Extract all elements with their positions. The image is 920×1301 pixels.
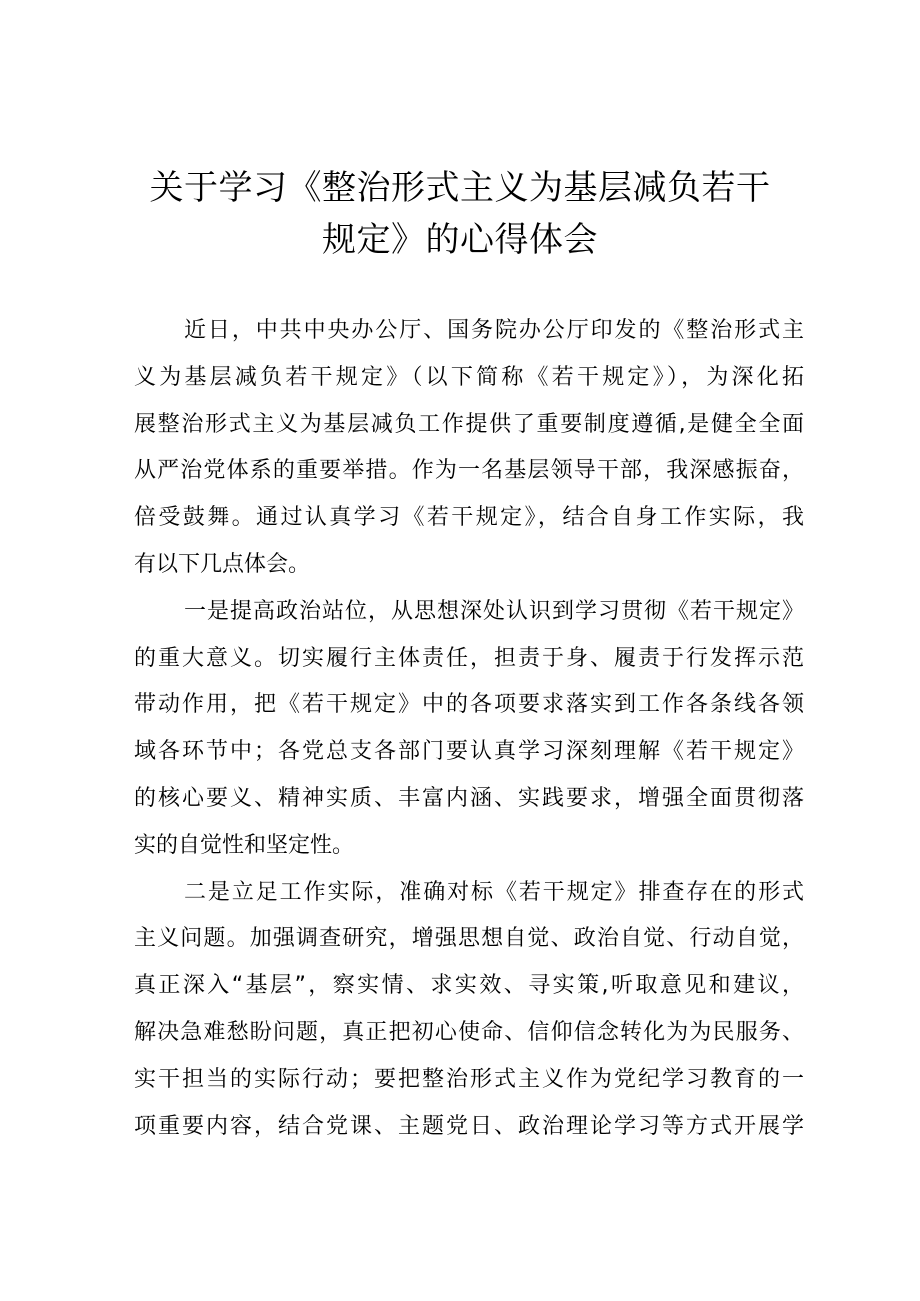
text-line: 的核心要义、精神实质、丰富内涵、实践要求，增强全面贯彻落	[134, 785, 804, 811]
text-line: 二是立足工作实际，准确对标《若干规定》排查存在的形式	[184, 879, 804, 905]
text-line: 域各环节中；各党总支各部门要认真学习深刻理解《若干规定》	[134, 739, 804, 765]
text-line: 的重大意义。切实履行主体责任，担责于身、履责于行发挥示范	[134, 645, 804, 671]
document-title	[120, 162, 800, 266]
text-line: 义为基层减负若干规定》（以下简称《若干规定》），为深化拓	[134, 364, 804, 390]
text-line: 倍受鼓舞。通过认真学习《若干规定》，结合自身工作实际，我	[134, 505, 804, 531]
text-line: 近日，中共中央办公厅、国务院办公厅印发的《整治形式主	[184, 318, 804, 343]
text-line: 从严治党体系的重要举措。作为一名基层领导干部，我深感振奋，	[134, 458, 804, 484]
text-line: 一是提高政治站位，从思想深处认识到学习贯彻《若干规定》	[184, 598, 804, 624]
text-line: 项重要内容，结合党课、主题党日、政治理论学习等方式开展学	[134, 1113, 804, 1139]
text-line: 真正深入“基层”，察实情、求实效、寻实策,听取意见和建议，	[134, 973, 804, 999]
text-line: 有以下几点体会。	[134, 551, 311, 577]
text-line: 解决急难愁盼问题，真正把初心使命、信仰信念转化为为民服务、	[134, 1019, 804, 1045]
paragraph-point-one	[134, 589, 804, 870]
document-body	[134, 308, 804, 1150]
text-line: 实干担当的实际行动；要把整治形式主义作为党纪学习教育的一	[134, 1066, 804, 1092]
text-line: 展整治形式主义为基层减负工作提供了重要制度遵循,是健全全面	[134, 411, 804, 437]
title-line-2: 规定》的心得体会	[322, 220, 598, 260]
paragraph-intro	[134, 308, 804, 589]
text-line: 带动作用，把《若干规定》中的各项要求落实到工作各条线各领	[134, 692, 804, 718]
paragraph-point-two	[134, 870, 804, 1151]
text-line: 实的自觉性和坚定性。	[134, 832, 355, 858]
title-line-1: 关于学习《整治形式主义为基层减负若干	[149, 168, 771, 208]
text-line: 主义问题。加强调查研究，增强思想自觉、政治自觉、行动自觉，	[134, 926, 804, 952]
